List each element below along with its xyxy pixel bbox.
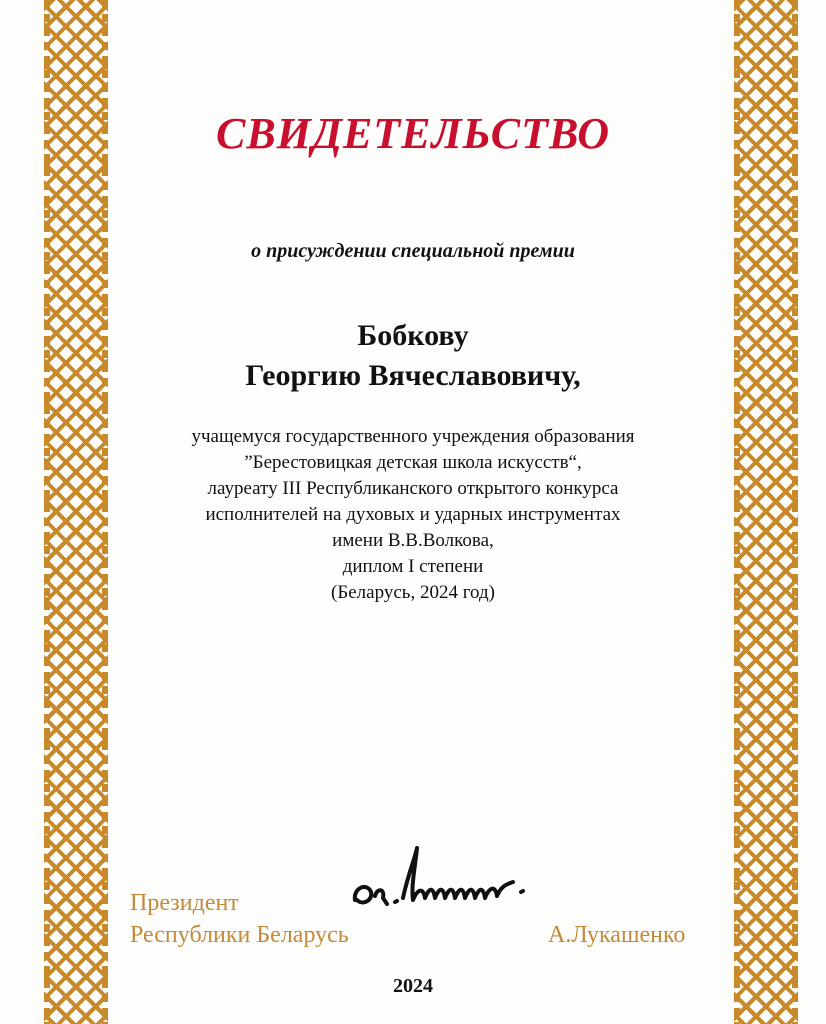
body-line: учащемуся государственного учреждения образования: [191, 426, 635, 447]
body-line: (Беларусь, 2024 год): [331, 582, 495, 603]
signatory-position-line1: Президент: [130, 890, 239, 916]
body-line: исполнителей на духовых и ударных инструментах: [205, 504, 621, 525]
recipient-surname: Бобкову: [357, 319, 469, 352]
body-line: имени В.В.Волкова,: [332, 530, 494, 551]
certificate-title: СВИДЕТЕЛЬСТВО: [215, 109, 611, 158]
certificate-subtitle: о присуждении специальной премии: [251, 240, 575, 262]
certificate-year: 2024: [393, 975, 433, 997]
signatory-position-line2: Республики Беларусь: [130, 922, 349, 948]
certificate-body: [140, 424, 686, 606]
body-line: лауреату III Республиканского открытого конкурса: [207, 478, 619, 499]
body-line: ”Берестовицкая детская школа искусств“,: [244, 452, 582, 473]
recipient-given-names: Георгию Вячеславовичу,: [245, 359, 581, 392]
ornament-border-left: [44, 0, 108, 1024]
signatory-name: А.Лукашенко: [548, 922, 686, 948]
body-line: диплом I степени: [342, 556, 484, 577]
handwritten-signature: [345, 838, 575, 918]
ornament-border-right: [734, 0, 798, 1024]
